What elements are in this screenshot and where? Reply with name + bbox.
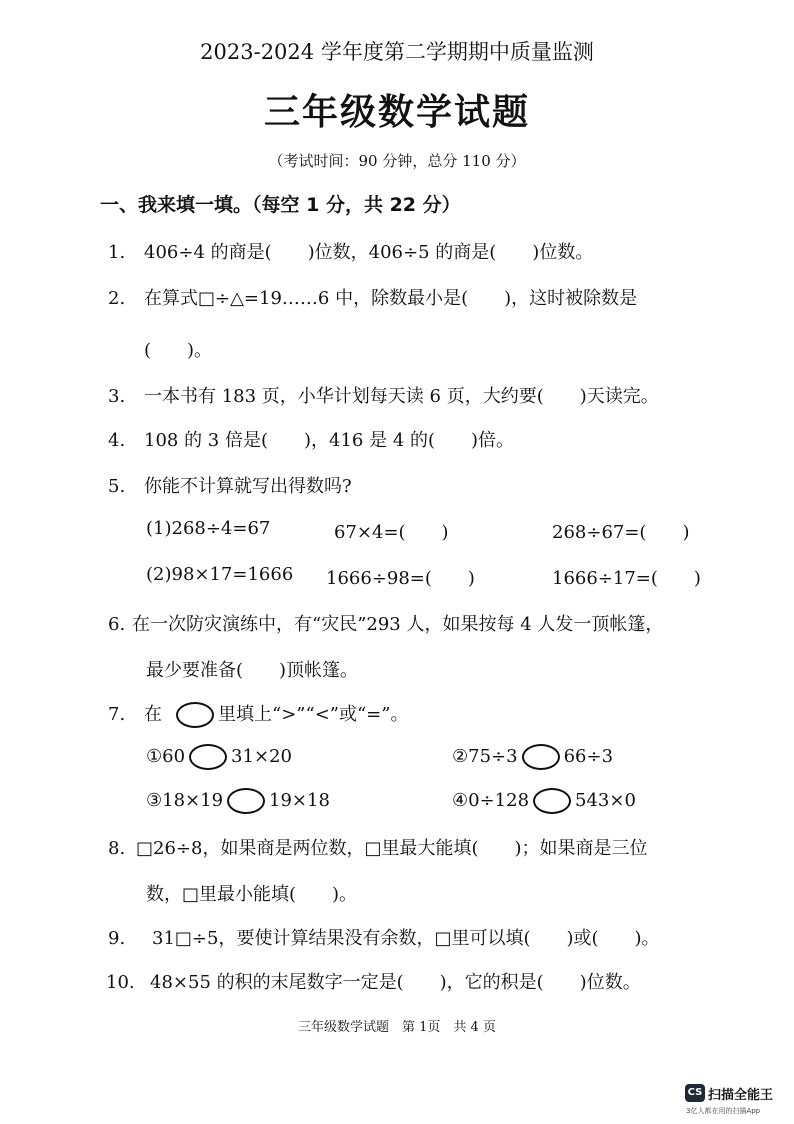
question-number: 3.: [108, 386, 126, 407]
question-text: □26÷8，如果商是两位数，□里最大能填( )；如果商是三位: [136, 838, 648, 859]
question-text: 48×55 的积的末尾数字一定是( )，它的积是( )位数。: [150, 972, 641, 993]
question-number: 7.: [108, 704, 126, 725]
question-1: [108, 238, 593, 264]
q5-row1-col2: 67×4=( ): [334, 522, 449, 543]
question-number: 2.: [108, 288, 126, 309]
q7-item-a: [146, 744, 292, 770]
q5-row2-col3: 1666÷17=( ): [552, 568, 701, 589]
exam-info: （考试时间：90 分钟，总分 110 分）: [268, 152, 526, 170]
question-3: [108, 382, 659, 408]
q7-b-right: 66÷3: [563, 746, 614, 767]
q7-a-left: ①60: [146, 746, 186, 767]
q5-row2-col2: 1666÷98=( ): [326, 568, 475, 589]
question-4: [108, 426, 514, 452]
comparison-oval: [176, 702, 214, 728]
q7-d-oval[interactable]: [533, 788, 571, 814]
question-6: [108, 610, 663, 636]
question-number: 6.: [108, 614, 126, 635]
question-2: [108, 284, 637, 310]
exam-title: 2023-2024 学年度第二学期期中质量监测: [200, 40, 594, 64]
q7-item-b: [452, 744, 613, 770]
question-7: [108, 700, 408, 728]
q5-row1-col1: (1)268÷4=67: [146, 518, 271, 539]
question-number: 9.: [108, 928, 126, 949]
q7-d-left: ④0÷128: [452, 790, 530, 811]
question-text: 31□÷5，要使计算结果没有余数，□里可以填( )或( )。: [152, 928, 660, 949]
q5-row2-col1: (2)98×17=1666: [146, 564, 294, 585]
question-text: 108 的 3 倍是( )，416 是 4 的( )倍。: [144, 430, 515, 451]
q7-b-left: ②75÷3: [452, 746, 518, 767]
q7-item-d: [452, 788, 636, 814]
camscanner-name: 扫描全能王: [708, 1088, 774, 1103]
q7-c-oval[interactable]: [227, 788, 265, 814]
question-number: 4.: [108, 430, 126, 451]
q7-c-right: 19×18: [269, 790, 330, 811]
question-8: [108, 834, 648, 860]
question-text-post: 里填上“>”“<”或“=”。: [218, 704, 409, 725]
q7-a-oval[interactable]: [189, 744, 227, 770]
question-text: 一本书有 183 页，小华计划每天读 6 页，大约要( )天读完。: [144, 386, 659, 407]
q7-item-c: [146, 788, 330, 814]
camscanner-logo-icon: CS: [685, 1084, 705, 1102]
question-8-continuation: 数，□里最小能填( )。: [146, 884, 358, 905]
q7-b-oval[interactable]: [522, 744, 560, 770]
q7-d-right: 543×0: [575, 790, 636, 811]
question-text: 在算式□÷△=19……6 中，除数最小是( )，这时被除数是: [144, 288, 638, 309]
question-number: 5.: [108, 476, 126, 497]
camscanner-tagline: 3亿人都在用的扫描App: [686, 1107, 761, 1115]
question-9: [108, 924, 660, 950]
q7-a-right: 31×20: [231, 746, 292, 767]
question-text: 在一次防灾演练中，有“灾民”293 人，如果按每 4 人发一顶帐篷，: [132, 614, 664, 635]
question-text: 406÷4 的商是( )位数，406÷5 的商是( )位数。: [144, 242, 594, 263]
section-title: 一、我来填一填。（每空 1 分，共 22 分）: [100, 194, 461, 216]
question-10: [106, 968, 641, 994]
question-number: 8.: [108, 838, 126, 859]
question-text-pre: 在: [144, 704, 162, 725]
question-text: 你能不计算就写出得数吗?: [144, 476, 352, 497]
question-number: 10.: [106, 972, 135, 993]
question-number: 1.: [108, 242, 126, 263]
paper-title: 三年级数学试题: [263, 91, 530, 133]
q7-c-left: ③18×19: [146, 790, 224, 811]
question-2-continuation: ( )。: [144, 340, 213, 361]
page-footer: 三年级数学试题 第 1页 共 4 页: [298, 1020, 496, 1035]
question-5: [108, 472, 352, 498]
question-6-continuation: 最少要准备( )顶帐篷。: [146, 660, 359, 681]
q5-row1-col3: 268÷67=( ): [552, 522, 690, 543]
